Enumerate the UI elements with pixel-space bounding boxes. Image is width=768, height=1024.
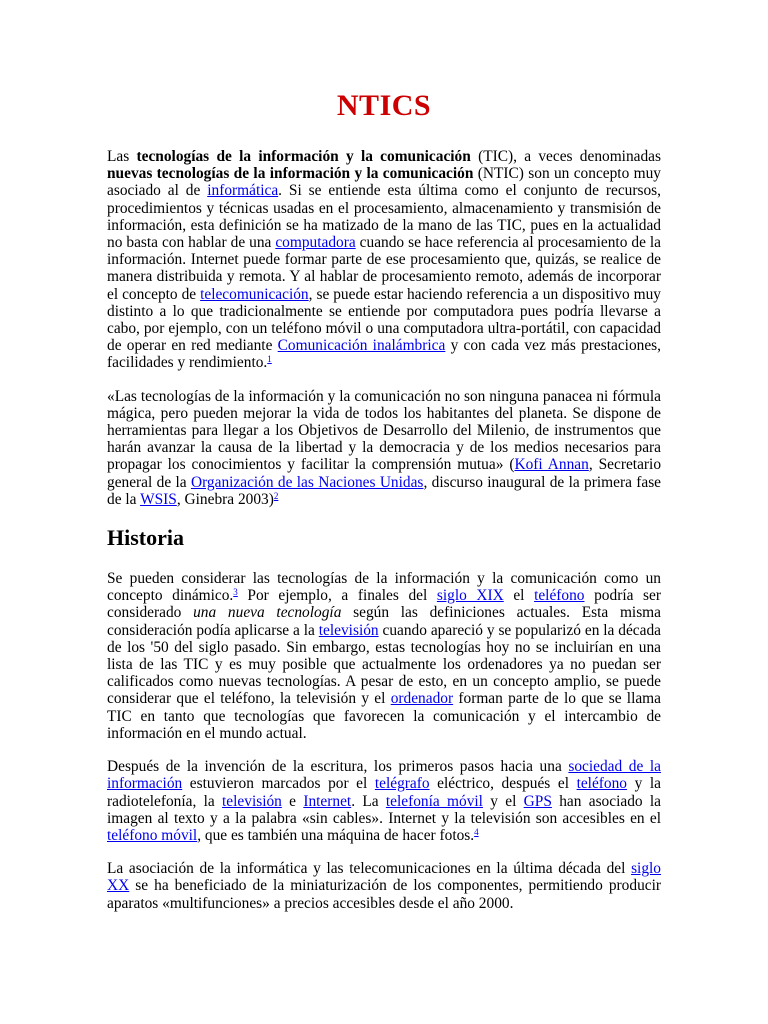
footnote-ref-2[interactable]: 2 [273, 490, 279, 501]
text-run: e [281, 792, 304, 810]
link-sociedad-informacion[interactable]: sociedad de la información [107, 758, 661, 793]
text-run: cuando se hace referencia al procesamiento de la información. Internet puede formar parte de ese procesamiento que, quizás, se realice de manera distribuida y remota. Y al hablar de procesamiento remoto, además de incorporar el concepto de [107, 234, 661, 303]
link-telecomunicacion[interactable]: telecomunicación [200, 285, 309, 303]
text-run: . La [351, 792, 386, 810]
link-television[interactable]: televisión [318, 621, 379, 639]
text-run: , Secretario general de la [107, 456, 662, 491]
text-run: eléctrico, después el [429, 775, 577, 793]
bold-term: tecnologías de la información y la comunicación [136, 148, 471, 165]
text-run: (NTIC) son un concepto muy asociado al de [107, 165, 661, 200]
link-kofi-annan[interactable]: Kofi Annan [514, 456, 589, 474]
link-ordenador[interactable]: ordenador [390, 690, 454, 708]
link-internet[interactable]: Internet [303, 792, 352, 810]
link-telefono[interactable]: teléfono [534, 587, 585, 605]
historia-paragraph-1 [107, 570, 661, 742]
link-comunicacion-inalambrica[interactable]: Comunicación inalámbrica [277, 337, 446, 355]
link-television[interactable]: televisión [222, 792, 282, 810]
footnote-ref-1[interactable]: 1 [267, 354, 272, 365]
text-run: estuvieron marcados por el [182, 775, 375, 793]
text-run: el [503, 587, 535, 605]
text-run: Se pueden considerar las tecnologías de la información y la comunicación como un concepto dinámico. [107, 570, 661, 605]
text-run: Las [107, 148, 137, 165]
link-computadora[interactable]: computadora [275, 234, 356, 252]
text-run: (TIC), a veces denominadas [470, 148, 661, 165]
text-run: podría ser considerado [107, 587, 661, 622]
text-run: Después de la invención de la escritura, los primeros pasos hacia una [107, 758, 569, 776]
italic-term: una nueva tecnología [193, 604, 342, 622]
text-run: La asociación de la informática y las telecomunicaciones en la última década del [107, 860, 632, 878]
text-run: y el [482, 792, 524, 810]
bold-term: nuevas tecnologías de la información y la comunicación [107, 165, 474, 183]
footnote-ref-4[interactable]: 4 [474, 826, 479, 837]
link-telefono[interactable]: teléfono [576, 775, 628, 793]
link-telefonia-movil[interactable]: telefonía móvil [385, 792, 483, 810]
text-run: forman parte de lo que se llama TIC en tanto que tecnologías que favorecen la comunicación y el intercambio de información en el mundo actual. [107, 690, 661, 742]
link-telefono-movil[interactable]: teléfono móvil [107, 826, 198, 844]
intro-paragraph-1 [107, 148, 661, 372]
link-siglo-xix[interactable]: siglo XIX [436, 587, 504, 605]
text-run: y la radiotelefonía, la [107, 775, 661, 810]
historia-paragraph-3 [107, 860, 661, 912]
text-run: , se puede estar haciendo referencia a un dispositivo muy distinto a lo que tradicionalmente se entiende por computadora pues podría llevarse a cabo, por ejemplo, con un teléfono móvil o una computadora ultra-portátil, con capacidad de operar en red mediante [107, 285, 662, 355]
text-run: , que es también una máquina de hacer fotos. [197, 826, 475, 844]
text-run: se ha beneficiado de la miniaturización de los componentes, permitiendo producir aparatos «multifunciones» a precios accesibles desde el año 2000. [107, 877, 661, 912]
link-onu[interactable]: Organización de las Naciones Unidas [190, 473, 424, 491]
historia-paragraph-2 [107, 758, 661, 844]
link-siglo-xx[interactable]: siglo XX [107, 860, 661, 895]
text-run: «Las tecnologías de la información y la comunicación no son ninguna panacea ni fórmula mágica, pero pueden mejorar la vida de todos los habitantes del planeta. Se dispone de herramientas para llegar a los Objetivos de Desarrollo del Milenio, de instrumentos que harán avanzar la causa de la libertad y la democracia y de los medios necesarios para propagar los conocimientos y facilitar la comprensión mutua» ( [107, 387, 661, 474]
link-wsis[interactable]: WSIS [140, 490, 177, 508]
text-run: cuando apareció y se popularizó en la década de los '50 del siglo pasado. Sin embargo, estas tecnologías hoy no se incluirían en una lista de las TIC y es muy posible que actualmente los ordenadores ya no puedan ser calificados como nuevas tecnologías. A pesar de esto, en un concepto amplio, se puede considerar que el teléfono, la televisión y el [107, 621, 661, 708]
page-title: NTICS [336, 89, 432, 122]
text-run: han asociado la imagen al texto y a la palabra «sin cables». Internet y la televisión son accesibles en el [107, 792, 661, 827]
text-run: Por ejemplo, a finales del [237, 587, 437, 605]
link-telegrafo[interactable]: telégrafo [374, 775, 430, 793]
text-run: y con cada vez más prestaciones, facilidades y rendimiento. [107, 337, 661, 372]
text-run: . Si se entiende esta última como el conjunto de recursos, procedimientos y técnicas usadas en el procesamiento, almacenamiento y transmisión de información, esta definición se ha matizado de la mano de las TIC, pues en la actualidad no basta con hablar de una [107, 182, 661, 252]
text-run: , Ginebra 2003) [176, 490, 274, 508]
link-informatica[interactable]: informática [207, 182, 279, 200]
footnote-ref-3[interactable]: 3 [233, 587, 238, 598]
text-run: según las definiciones actuales. Esta misma consideración podía aplicarse a la [107, 604, 661, 639]
text-run: , discurso inaugural de la primera fase de la [107, 473, 662, 508]
link-gps[interactable]: GPS [523, 792, 552, 810]
section-heading-historia: Historia [107, 525, 184, 551]
intro-paragraph-2 [107, 388, 661, 508]
